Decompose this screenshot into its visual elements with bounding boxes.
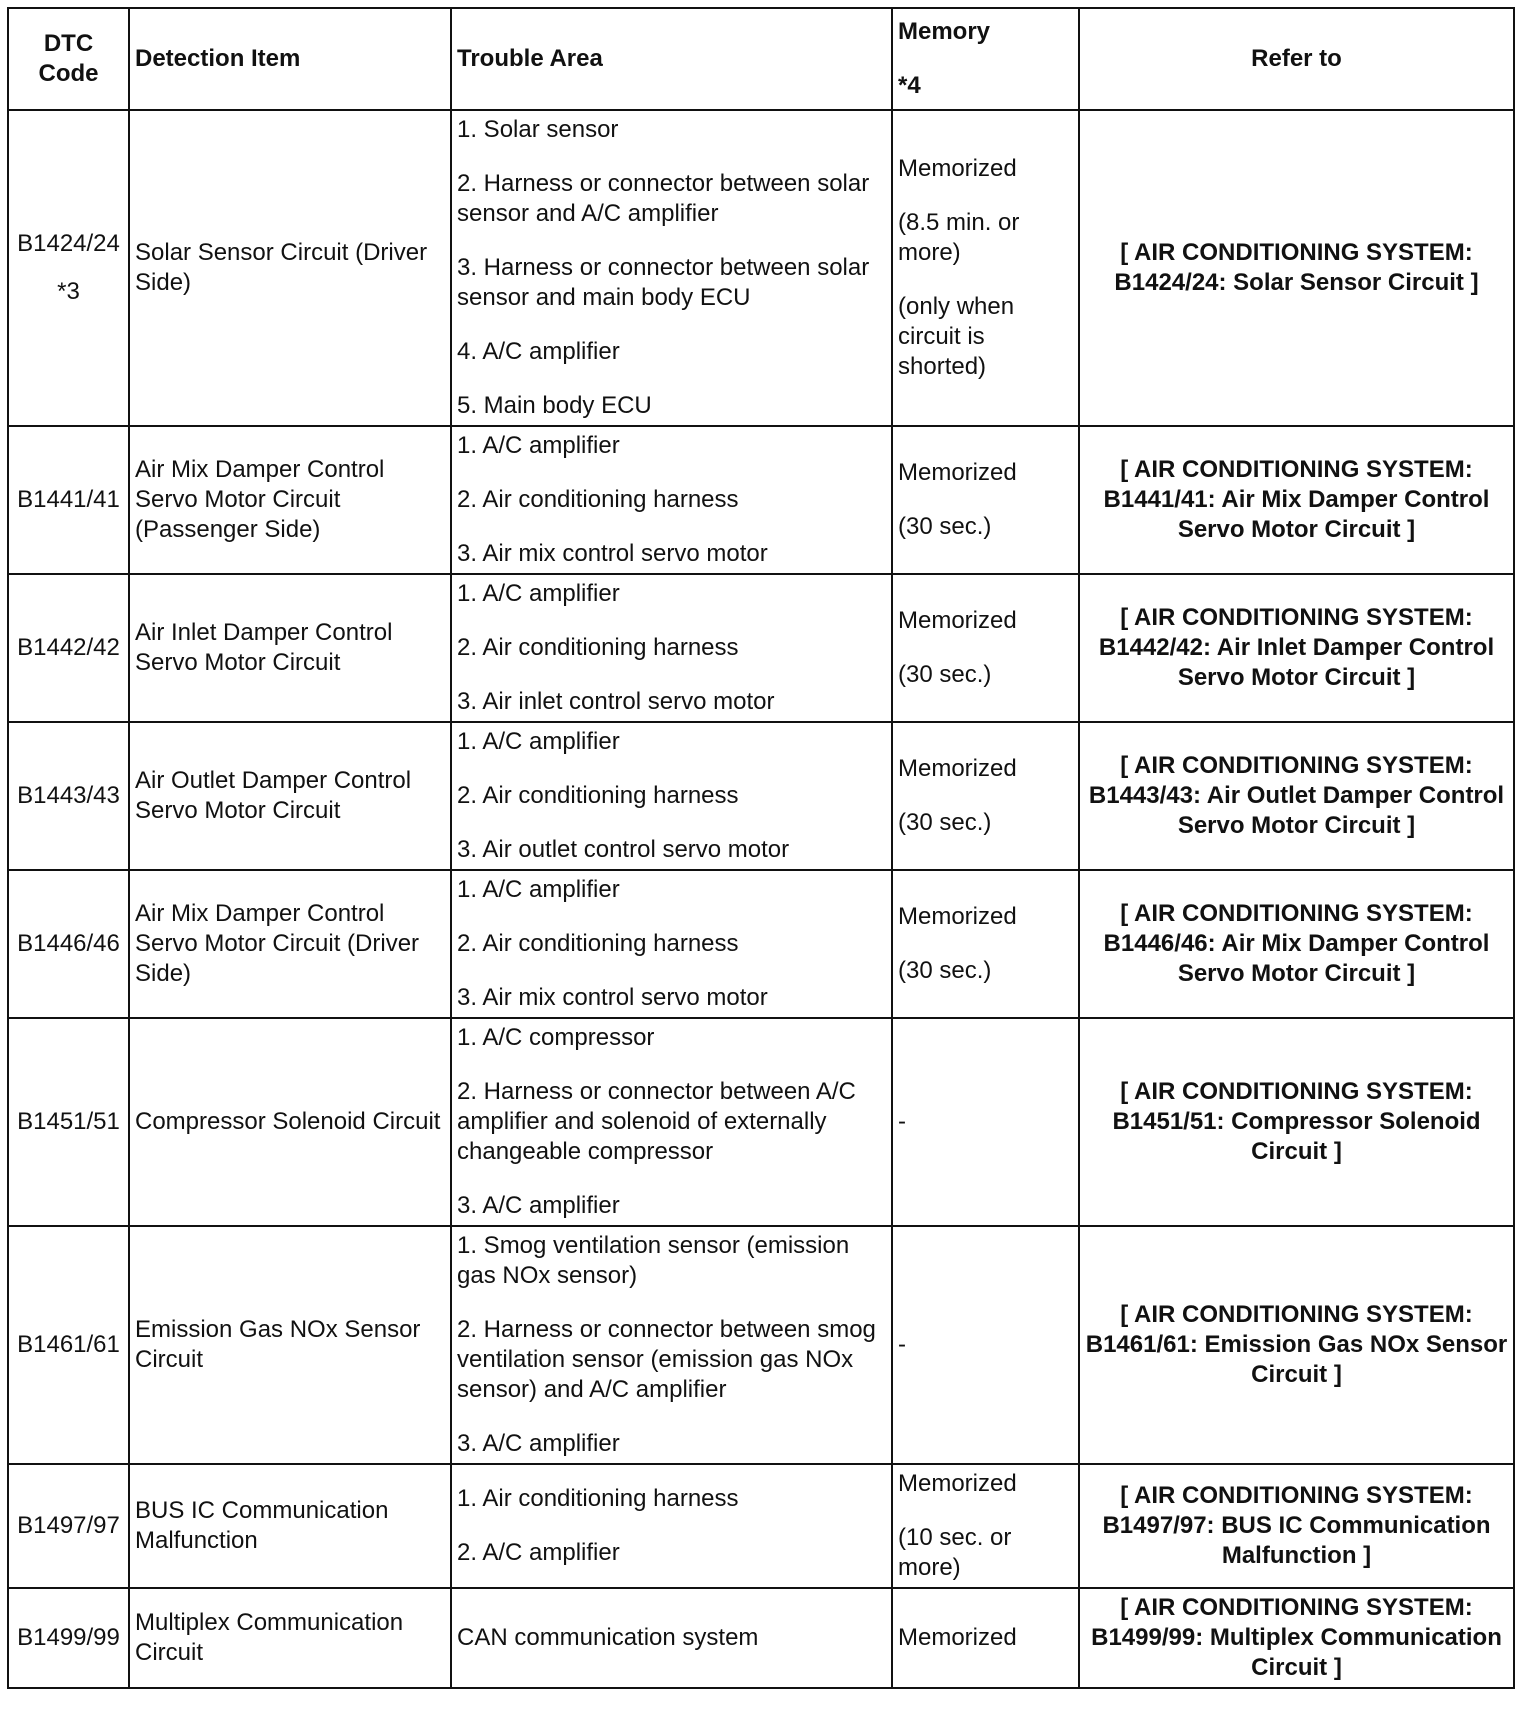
detection-item-cell: Solar Sensor Circuit (Driver Side): [129, 110, 451, 426]
header-detection-item: Detection Item: [129, 8, 451, 110]
dtc-code: B1451/51: [17, 1108, 120, 1135]
trouble-area-item: 2. A/C amplifier: [457, 1539, 620, 1566]
memory-item: (8.5 min. or more): [898, 209, 1020, 266]
trouble-area-cell: [451, 110, 892, 426]
refer-to-link[interactable]: [ AIR CONDITIONING SYSTEM: B1443/43: Air Outlet Damper Control Servo Motor Circuit ]: [1079, 722, 1514, 870]
table-row: [8, 1588, 1514, 1688]
trouble-area-item: CAN communication system: [457, 1624, 759, 1651]
memory-cell: [892, 1464, 1079, 1588]
header-refer-to: Refer to: [1079, 8, 1514, 110]
trouble-area-item: 3. Air inlet control servo motor: [457, 688, 775, 715]
refer-to-link[interactable]: [ AIR CONDITIONING SYSTEM: B1451/51: Compressor Solenoid Circuit ]: [1079, 1018, 1514, 1226]
header-row: [8, 8, 1514, 110]
table-row: [8, 110, 1514, 426]
dtc-code: B1446/46: [17, 930, 120, 957]
header-memory: [892, 8, 1079, 110]
dtc-code-cell: [8, 722, 129, 870]
trouble-area-item: 3. A/C amplifier: [457, 1192, 620, 1219]
memory-item: Memorized: [898, 903, 1017, 930]
detection-item-cell: Air Mix Damper Control Servo Motor Circuit (Driver Side): [129, 870, 451, 1018]
trouble-area-item: 2. Air conditioning harness: [457, 930, 739, 957]
refer-to-link[interactable]: [ AIR CONDITIONING SYSTEM: B1461/61: Emission Gas NOx Sensor Circuit ]: [1079, 1226, 1514, 1464]
header-memory-note: *4: [898, 72, 921, 99]
dtc-code-cell: [8, 1018, 129, 1226]
dtc-code-note: *3: [57, 278, 80, 305]
refer-to-link[interactable]: [ AIR CONDITIONING SYSTEM: B1424/24: Solar Sensor Circuit ]: [1079, 110, 1514, 426]
detection-item-cell: Multiplex Communication Circuit: [129, 1588, 451, 1688]
trouble-area-item: 2. Harness or connector between A/C amplifier and solenoid of externally changeable compressor: [457, 1078, 856, 1165]
memory-cell: [892, 1588, 1079, 1688]
table-row: [8, 722, 1514, 870]
header-dtc-code-line1: DTC: [43, 30, 94, 57]
trouble-area-item: 3. Harness or connector between solar sensor and main body ECU: [457, 254, 870, 311]
dtc-table-body: [8, 110, 1514, 1688]
trouble-area-item: 1. Air conditioning harness: [457, 1485, 739, 1512]
trouble-area-item: 2. Harness or connector between smog ventilation sensor (emission gas NOx sensor) and A/C amplifier: [457, 1316, 876, 1403]
memory-item: (30 sec.): [898, 957, 992, 984]
detection-item-cell: Compressor Solenoid Circuit: [129, 1018, 451, 1226]
table-row: [8, 1464, 1514, 1588]
trouble-area-item: 3. Air outlet control servo motor: [457, 836, 790, 863]
dtc-code: B1424/24: [17, 230, 120, 257]
memory-item: Memorized: [898, 459, 1017, 486]
trouble-area-item: 1. A/C amplifier: [457, 432, 620, 459]
dtc-code: B1497/97: [17, 1512, 120, 1539]
trouble-area-item: 2. Harness or connector between solar sensor and A/C amplifier: [457, 170, 870, 227]
trouble-area-item: 3. A/C amplifier: [457, 1430, 620, 1457]
memory-item: (only when circuit is shorted): [898, 293, 1015, 380]
dtc-code-cell: [8, 1588, 129, 1688]
detection-item-cell: Air Outlet Damper Control Servo Motor Circuit: [129, 722, 451, 870]
header-memory-label: Memory: [898, 18, 991, 45]
trouble-area-cell: [451, 1018, 892, 1226]
dtc-code: B1443/43: [17, 782, 120, 809]
dtc-table: [7, 7, 1515, 1689]
dtc-code-cell: [8, 426, 129, 574]
memory-item: Memorized: [898, 755, 1017, 782]
header-memory-gap: [898, 47, 1073, 71]
dtc-code: B1461/61: [17, 1331, 120, 1358]
refer-to-link[interactable]: [ AIR CONDITIONING SYSTEM: B1499/99: Multiplex Communication Circuit ]: [1079, 1588, 1514, 1688]
memory-item: Memorized: [898, 1624, 1017, 1651]
trouble-area-cell: [451, 1588, 892, 1688]
trouble-area-item: 1. A/C compressor: [457, 1024, 655, 1051]
memory-item: (30 sec.): [898, 661, 992, 688]
trouble-area-cell: [451, 1226, 892, 1464]
dtc-code: B1442/42: [17, 634, 120, 661]
dtc-code-cell: [8, 1464, 129, 1588]
memory-cell: [892, 426, 1079, 574]
detection-item-cell: Emission Gas NOx Sensor Circuit: [129, 1226, 451, 1464]
refer-to-link[interactable]: [ AIR CONDITIONING SYSTEM: B1497/97: BUS IC Communication Malfunction ]: [1079, 1464, 1514, 1588]
memory-cell: [892, 1018, 1079, 1226]
trouble-area-item: 1. A/C amplifier: [457, 728, 620, 755]
refer-to-link[interactable]: [ AIR CONDITIONING SYSTEM: B1442/42: Air Inlet Damper Control Servo Motor Circuit ]: [1079, 574, 1514, 722]
trouble-area-cell: [451, 722, 892, 870]
detection-item-cell: Air Inlet Damper Control Servo Motor Circuit: [129, 574, 451, 722]
memory-cell: [892, 870, 1079, 1018]
trouble-area-cell: [451, 870, 892, 1018]
trouble-area-item: 5. Main body ECU: [457, 392, 652, 419]
header-dtc-code: [8, 8, 129, 110]
trouble-area-item: 3. Air mix control servo motor: [457, 984, 768, 1011]
trouble-area-cell: [451, 1464, 892, 1588]
memory-cell: [892, 722, 1079, 870]
header-dtc-code-line2: Code: [38, 60, 99, 87]
dtc-code-cell: [8, 1226, 129, 1464]
memory-item: (30 sec.): [898, 513, 992, 540]
dtc-code-cell: [8, 870, 129, 1018]
memory-item: (10 sec. or more): [898, 1524, 1012, 1581]
trouble-area-item: 2. Air conditioning harness: [457, 634, 739, 661]
refer-to-link[interactable]: [ AIR CONDITIONING SYSTEM: B1446/46: Air Mix Damper Control Servo Motor Circuit ]: [1079, 870, 1514, 1018]
trouble-area-item: 1. Solar sensor: [457, 116, 619, 143]
trouble-area-item: 2. Air conditioning harness: [457, 486, 739, 513]
memory-item: (30 sec.): [898, 809, 992, 836]
memory-cell: [892, 1226, 1079, 1464]
trouble-area-item: 3. Air mix control servo motor: [457, 540, 768, 567]
trouble-area-item: 2. Air conditioning harness: [457, 782, 739, 809]
memory-item: -: [898, 1331, 906, 1358]
detection-item-cell: BUS IC Communication Malfunction: [129, 1464, 451, 1588]
table-row: [8, 1018, 1514, 1226]
memory-cell: [892, 574, 1079, 722]
table-row: [8, 870, 1514, 1018]
trouble-area-cell: [451, 426, 892, 574]
memory-item: -: [898, 1108, 906, 1135]
trouble-area-item: 1. Smog ventilation sensor (emission gas NOx sensor): [457, 1232, 850, 1289]
memory-item: Memorized: [898, 1470, 1017, 1497]
memory-item: Memorized: [898, 607, 1017, 634]
trouble-area-cell: [451, 574, 892, 722]
memory-cell: [892, 110, 1079, 426]
header-trouble-area: Trouble Area: [451, 8, 892, 110]
dtc-code-cell: [8, 110, 129, 426]
table-row: [8, 426, 1514, 574]
dtc-code-cell: [8, 574, 129, 722]
table-row: [8, 574, 1514, 722]
detection-item-cell: Air Mix Damper Control Servo Motor Circuit (Passenger Side): [129, 426, 451, 574]
table-row: [8, 1226, 1514, 1464]
refer-to-link[interactable]: [ AIR CONDITIONING SYSTEM: B1441/41: Air Mix Damper Control Servo Motor Circuit ]: [1079, 426, 1514, 574]
trouble-area-item: 1. A/C amplifier: [457, 580, 620, 607]
memory-item: Memorized: [898, 155, 1017, 182]
trouble-area-item: 1. A/C amplifier: [457, 876, 620, 903]
dtc-code: B1441/41: [17, 486, 120, 513]
trouble-area-item: 4. A/C amplifier: [457, 338, 620, 365]
dtc-code: B1499/99: [17, 1624, 120, 1651]
